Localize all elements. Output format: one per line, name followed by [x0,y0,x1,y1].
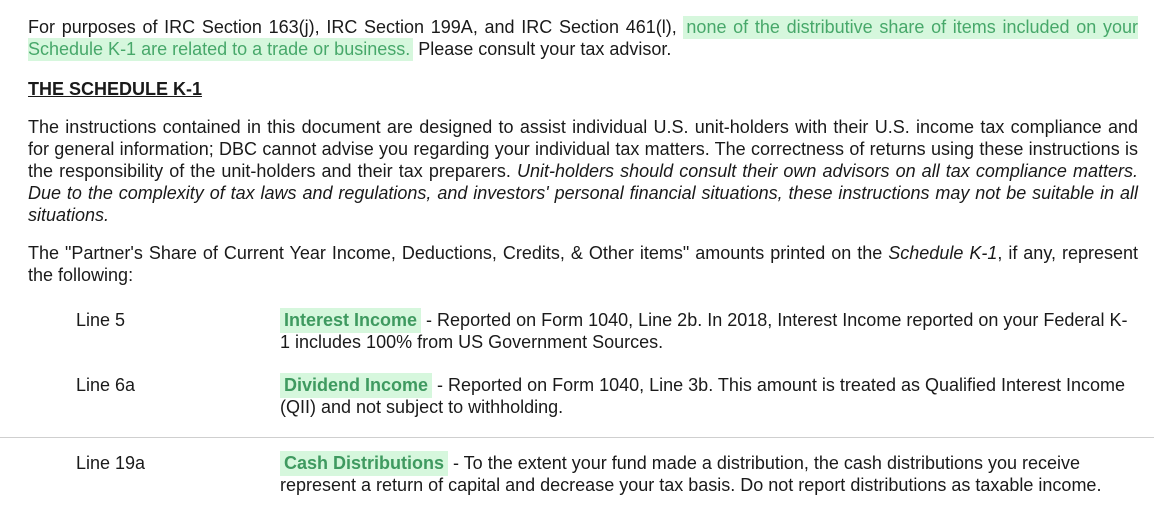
instructions-text: The instructions contained in this document are designed to assist individual U.S. unit-holders with their U.S. income tax compliance and for general information; DBC cannot advise you regarding your individual tax matters. The correctness of returns using these instructions is the responsibility of the unit-holders and their tax preparers. [28,117,1138,181]
partner-share-text: The "Partner's Share of Current Year Income, Deductions, Credits, & Other items" amounts printed on the [28,243,889,263]
line-term-cash-distributions: Cash Distributions [280,451,448,476]
schedule-k1-reference: Schedule K-1 [888,243,998,263]
line-term-interest-income: Interest Income [280,308,421,333]
line-text-6a: - Reported on Form 1040, Line 3b. This amount is treated as Qualified Interest Income (QII) and not subject to withholding. [280,375,1126,417]
intro-paragraph [28,16,1138,60]
line-label-6a: Line 6a [76,375,136,395]
intro-highlight: none of the distributive share of items included on your Schedule K-1 are related to a trade or business. [28,17,1138,59]
line-description-6a [280,374,1135,418]
page-divider [0,437,1154,438]
partner-share-text-end: , if any, represent the following: [28,243,1139,285]
partner-share-paragraph [28,242,1138,286]
instructions-paragraph [28,116,1138,226]
section-heading: THE SCHEDULE K-1 [28,79,203,99]
line-label-19a: Line 19a [76,453,146,473]
intro-text: For purposes of IRC Section 163(j), IRC Section 199A, and IRC Section 461(l), [28,17,684,37]
intro-text-end: Please consult your tax advisor. [413,39,672,59]
line-description-5 [280,309,1135,353]
line-term-dividend-income: Dividend Income [280,373,432,398]
line-text-5: - Reported on Form 1040, Line 2b. In 2018, Interest Income reported on your Federal K-1 includes 100% from US Government Sources. [280,310,1128,352]
instructions-italic-text: Unit-holders should consult their own advisors on all tax compliance matters. Due to the complexity of tax laws and regulations, and investors' personal financial situations, these instructions may not be suitable in all situations. [28,161,1138,225]
line-label-5: Line 5 [76,310,126,330]
line-text-19a: - To the extent your fund made a distribution, the cash distributions you receive represent a return of capital and decrease your tax basis. Do not report distributions as taxable income. [280,453,1102,495]
line-description-19a [280,452,1135,496]
